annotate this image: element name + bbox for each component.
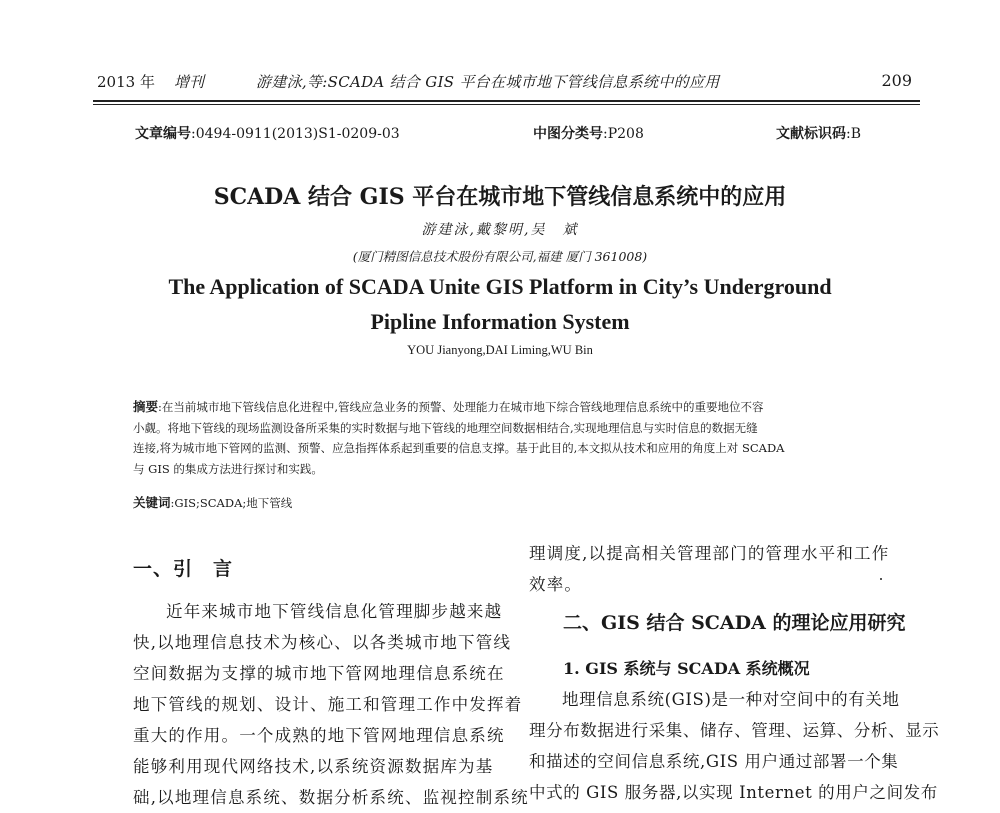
body-line: 重大的作用。一个成熟的地下管网地理信息系统 xyxy=(133,726,505,745)
authors-chinese: 游建泳,戴黎明,吴 斌 xyxy=(421,222,579,238)
body-line: 理分布数据进行采集、储存、管理、运算、分析、显示 xyxy=(529,721,940,740)
paper-title-english-line1: The Application of SCADA Unite GIS Platform in City’s Underground xyxy=(168,274,832,299)
keywords xyxy=(133,493,292,511)
document-code-value: :B xyxy=(846,126,862,142)
body-line: 理调度,以提高相关管理部门的管理水平和工作 xyxy=(529,544,890,563)
article-number xyxy=(135,123,400,143)
affiliation-chinese: (厦门精图信息技术股份有限公司,福建 厦门 361008) xyxy=(352,249,648,264)
paper-title-chinese: SCADA 结合 GIS 平台在城市地下管线信息系统中的应用 xyxy=(213,184,787,210)
clc-number-label: 中图分类号 xyxy=(533,126,603,142)
running-title: 游建泳,等:SCADA 结合 GIS 平台在城市地下管线信息系统中的应用 xyxy=(256,73,720,91)
running-header xyxy=(97,71,912,95)
section-heading-gis-scada: 二、GIS 结合 SCADA 的理论应用研究 xyxy=(563,612,906,634)
body-line: 能够利用现代网络技术,以系统资源数据库为基 xyxy=(133,757,494,776)
abstract-line: 与 GIS 的集成方法进行探讨和实践。 xyxy=(133,461,323,476)
body-line: 效率。 xyxy=(529,575,583,594)
body-line: 空间数据为支撑的城市地下管网地理信息系统在 xyxy=(133,664,505,683)
body-line: 快,以地理信息技术为核心、以各类城市地下管线 xyxy=(133,633,512,652)
body-line: 地理信息系统(GIS)是一种对空间中的有关地 xyxy=(562,690,900,709)
header-rule-thick xyxy=(93,100,920,102)
body-line: 础,以地理信息系统、数据分析系统、监视控制系统 xyxy=(133,788,529,807)
page-number: 209 xyxy=(881,71,912,90)
abstract-label: 摘要 xyxy=(133,399,159,414)
introduction-body xyxy=(133,596,529,813)
subsection-heading-overview: 1. GIS 系统与 SCADA 系统概况 xyxy=(563,659,810,678)
section-heading-introduction: 一、引 言 xyxy=(133,558,234,580)
body-line: 和描述的空间信息系统,GIS 用户通过部署一个集 xyxy=(529,752,899,771)
keywords-value: :GIS;SCADA;地下管线 xyxy=(170,496,293,510)
journal-year: 2013 年 xyxy=(97,73,155,91)
keywords-label: 关键词 xyxy=(133,495,171,510)
paper-title-english-line2: Pipline Information System xyxy=(370,309,630,334)
authors-english: YOU Jianyong,DAI Liming,WU Bin xyxy=(407,343,593,357)
abstract-line: 连接,将为城市地下管网的监测、预警、应急指挥体系起到重要的信息支撑。基于此目的,本文拟从技术和应用的角度上对 SCADA xyxy=(133,441,785,455)
body-line: 近年来城市地下管线信息化管理脚步越来越 xyxy=(166,602,503,621)
abstract xyxy=(133,397,891,479)
scan-speck xyxy=(880,578,882,580)
overview-body xyxy=(529,684,939,808)
article-number-value: :0494-0911(2013)S1-0209-03 xyxy=(191,126,400,142)
document-code-label: 文献标识码 xyxy=(776,126,846,142)
clc-number-value: :P208 xyxy=(603,126,644,142)
abstract-line: 摘要:在当前城市地下管线信息化进程中,管线应急业务的预警、处理能力在城市地下综合管线地理信息系统中的重要地位不容 xyxy=(133,399,764,414)
abstract-line: 小觑。将地下管线的现场监测设备所采集的实时数据与地下管线的地理空间数据相结合,实现地理信息与实时信息的数据无缝 xyxy=(133,420,758,435)
journal-issue: 增刊 xyxy=(174,73,205,91)
document-code xyxy=(776,123,861,143)
body-line: 地下管线的规划、设计、施工和管理工作中发挥着 xyxy=(133,695,523,714)
header-rule-thin xyxy=(93,104,920,105)
body-line: 中式的 GIS 服务器,以实现 Internet 的用户之间发布 xyxy=(529,783,938,802)
clc-number xyxy=(533,123,644,143)
introduction-continuation xyxy=(529,538,889,600)
article-number-label: 文章编号 xyxy=(135,126,191,142)
